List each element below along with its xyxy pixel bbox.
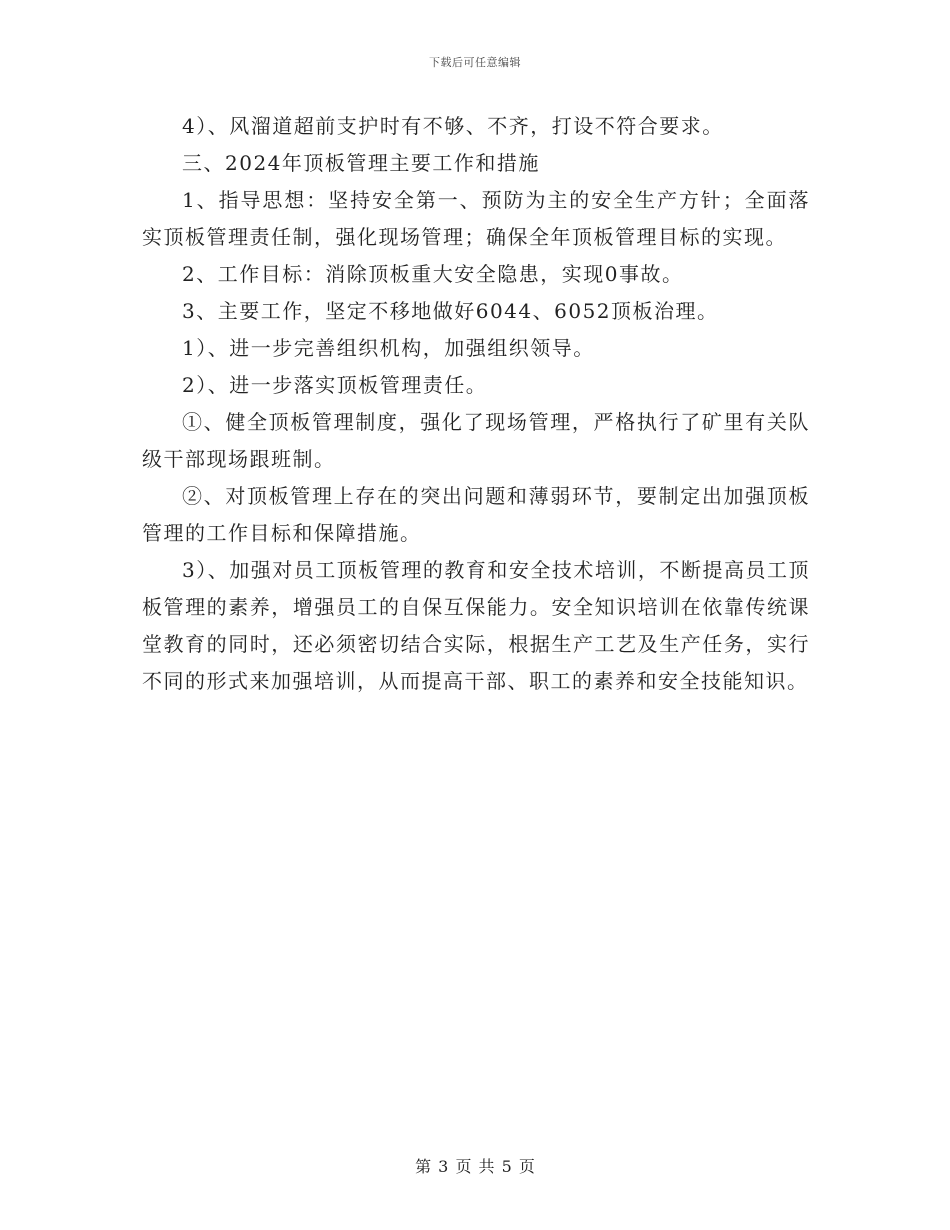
paragraph-ventilation-support: 4）、风溜道超前支护时有不够、不齐，打设不符合要求。	[182, 114, 724, 138]
document-body	[142, 108, 810, 700]
paragraph-organization: 1）、进一步完善组织机构，加强组织领导。	[182, 336, 595, 360]
section-heading-2024-measures: 三、2024年顶板管理主要工作和措施	[182, 151, 540, 175]
paragraph-training: 3）、加强对员工顶板管理的教育和安全技术培训，不断提高员工顶板管理的素养，增强员工的自保互保能力。安全知识培训在依靠传统课堂教育的同时，还必须密切结合实际，根据生产工艺及生产任务，实行不同的形式来加强培训，从而提高干部、职工的素养和安全技能知识。	[142, 558, 810, 693]
page-header-note: 下载后可任意编辑	[429, 56, 521, 69]
paragraph-work-goal: 2、工作目标：消除顶板重大安全隐患，实现0事故。	[182, 262, 684, 286]
paragraph-guiding-principle: 1、指导思想：坚持安全第一、预防为主的安全生产方针；全面落实顶板管理责任制，强化现场管理；确保全年顶板管理目标的实现。	[142, 188, 810, 249]
paragraph-main-work: 3、主要工作，坚定不移地做好6044、6052顶板治理。	[182, 299, 719, 323]
paragraph-management-system: ①、健全顶板管理制度，强化了现场管理，严格执行了矿里有关队级干部现场跟班制。	[142, 410, 810, 471]
paragraph-responsibility: 2）、进一步落实顶板管理责任。	[182, 373, 488, 397]
paragraph-weak-links: ②、对顶板管理上存在的突出问题和薄弱环节，要制定出加强顶板管理的工作目标和保障措施。	[142, 484, 810, 545]
page-number-footer: 第 3 页 共 5 页	[415, 1157, 535, 1176]
